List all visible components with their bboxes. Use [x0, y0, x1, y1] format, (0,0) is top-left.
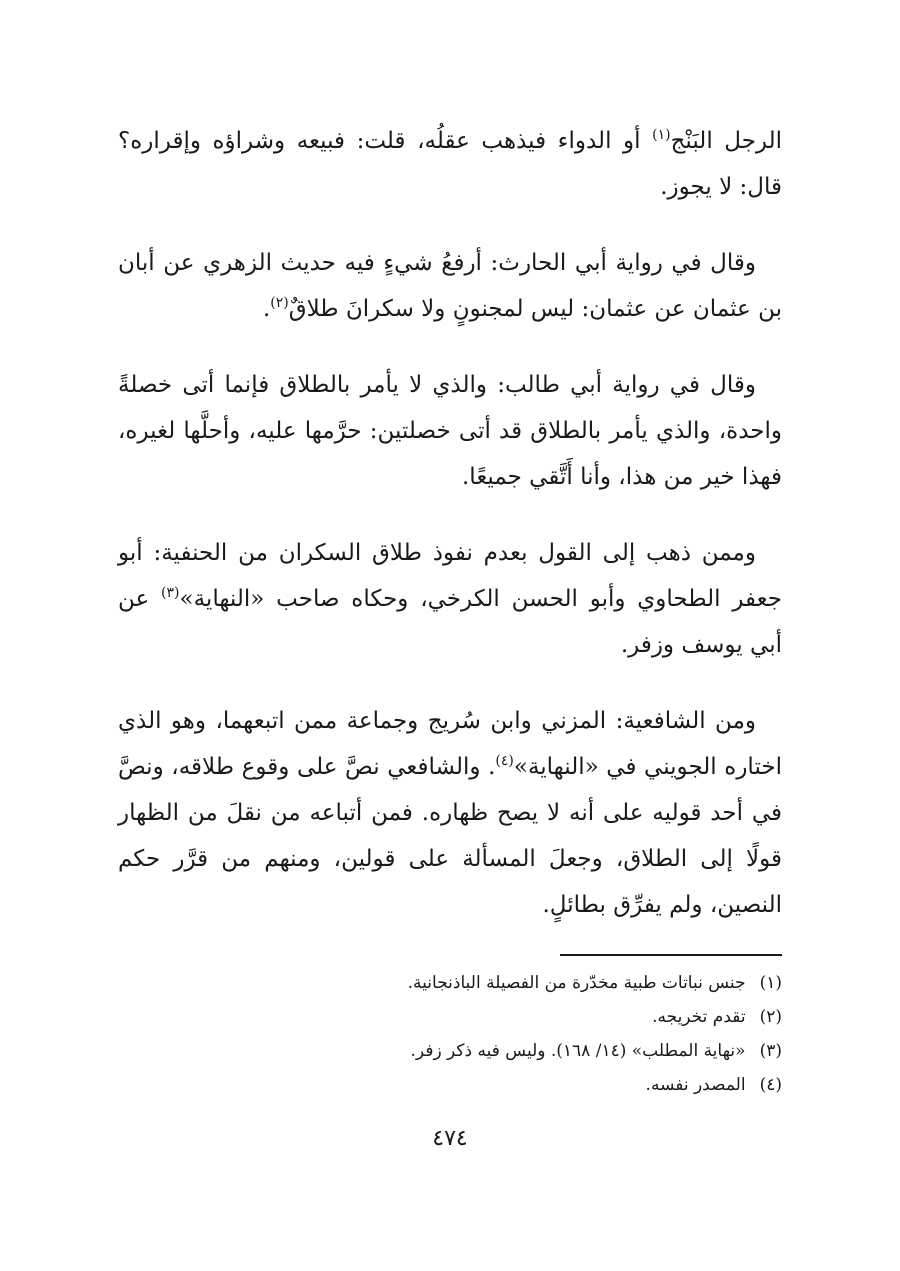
- footnote-text: جنس نباتات طبية مخدّرة من الفصيلة الباذنجانية.: [407, 973, 746, 993]
- page-number: ٤٧٤: [432, 1126, 468, 1151]
- paragraph-text: وقال في رواية أبي الحارث: أرفعُ شيءٍ فيه حديث الزهري عن أبان بن عثمان عن عثمان: ليس لمجنونٍ ولا سكرانَ طلاقٌ: [118, 250, 782, 322]
- paragraph: [118, 698, 782, 928]
- paragraph: [118, 362, 782, 500]
- footnote-divider: [560, 954, 782, 956]
- footnote-item: [118, 1068, 782, 1102]
- paragraph-text: عن أبي يوسف وزفر.: [118, 586, 782, 658]
- footnote-text: تقدم تخريجه.: [652, 1007, 746, 1027]
- footnote-number: (١): [759, 973, 782, 993]
- paragraph-text: أو الدواء فيذهب عقلُه، قلت: فبيعه وشراؤه وإقراره؟ قال: لا يجوز.: [118, 128, 782, 200]
- footnote-ref[interactable]: (٣): [161, 585, 180, 601]
- paragraph: [118, 530, 782, 668]
- footnote-number: (٤): [759, 1075, 782, 1095]
- footnote-ref[interactable]: (٤): [495, 753, 514, 769]
- footnote-item: [118, 1034, 782, 1068]
- footnote-item: [118, 966, 782, 1000]
- paragraph-text: .: [262, 296, 271, 322]
- footnote-number: (٢): [759, 1007, 782, 1027]
- footnote-ref[interactable]: (٢): [270, 295, 289, 311]
- paragraph-text: . والشافعي نصَّ على وقوع طلاقه، ونصَّ في أحد قوليه على أنه لا يصح ظهاره. فمن أتباعه من نقلَ من الظهار قولًا إلى الطلاق، وجعلَ المسألة على قولين، ومنهم من قرَّر حكم النصين، ولم يفرِّق بطائلٍ.: [118, 754, 782, 918]
- footnote-number: (٣): [759, 1041, 782, 1061]
- footnote-text: «نهاية المطلب» (١٤/ ١٦٨). وليس فيه ذكر زفر.: [410, 1041, 746, 1061]
- paragraph-text: ومن الشافعية: المزني وابن سُريج وجماعة ممن اتبعهما، وهو الذي اختاره الجويني في «النهاية»: [118, 708, 782, 780]
- footnote-ref[interactable]: (١): [652, 127, 671, 143]
- footnotes: [118, 966, 782, 1102]
- footnote-text: المصدر نفسه.: [645, 1075, 746, 1095]
- footnote-item: [118, 1000, 782, 1034]
- paragraph: [118, 118, 782, 210]
- paragraph-text: وقال في رواية أبي طالب: والذي لا يأمر بالطلاق فإنما أتى خصلةً واحدة، والذي يأمر بالطلاق قد أتى خصلتين: حرَّمها عليه، وأحلَّها لغيره، فهذا خير من هذا، وأنا أَتَّقي جميعًا.: [118, 372, 782, 490]
- paragraph: [118, 240, 782, 332]
- main-text: [118, 118, 782, 958]
- paragraph-text: الرجل البَنْج: [670, 128, 782, 154]
- paragraph-text: وممن ذهب إلى القول بعدم نفوذ طلاق السكران من الحنفية: أبو جعفر الطحاوي وأبو الحسن الكرخي، وحكاه صاحب «النهاية»: [118, 540, 782, 612]
